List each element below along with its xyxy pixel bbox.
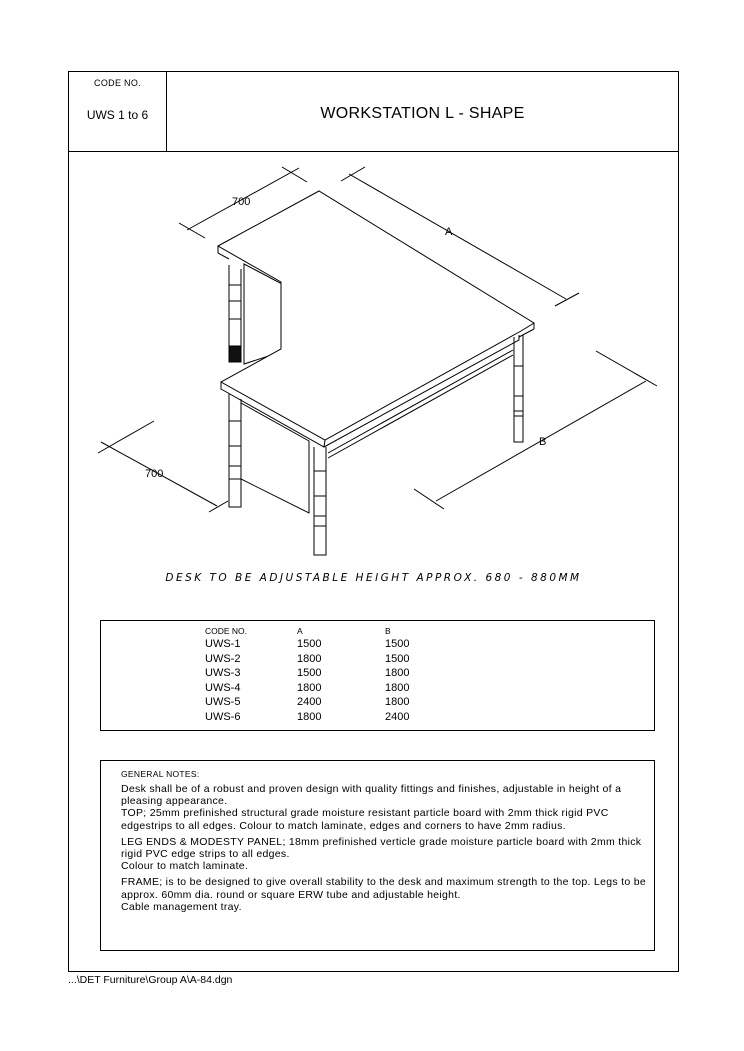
leg-front-right xyxy=(314,447,326,555)
notes-heading: GENERAL NOTES: xyxy=(121,769,200,779)
cell-a: 2400 xyxy=(297,696,322,709)
table-row xyxy=(205,652,445,667)
height-caption: DESK TO BE ADJUSTABLE HEIGHT APPROX. 680 - 880MM xyxy=(165,572,582,584)
code-label: CODE NO. xyxy=(94,78,141,88)
cell-code: UWS-4 xyxy=(205,681,241,694)
cell-a: 1500 xyxy=(297,667,322,680)
cell-b: 2400 xyxy=(385,710,410,723)
cell-b: 1500 xyxy=(385,638,410,651)
cell-a: 1800 xyxy=(297,652,322,665)
code-cell xyxy=(69,72,167,151)
code-value: UWS 1 to 6 xyxy=(86,108,149,122)
cell-b: 1800 xyxy=(385,681,410,694)
table-row xyxy=(205,637,445,652)
table-row xyxy=(205,695,445,710)
col-header-b: B xyxy=(385,626,391,636)
dimension-line-b xyxy=(414,351,657,509)
cell-a: 1500 xyxy=(297,638,322,651)
cell-b: 1500 xyxy=(385,652,410,665)
cell-code: UWS-5 xyxy=(205,696,241,709)
size-table-box xyxy=(100,620,655,731)
dimension-line-700-left xyxy=(98,421,228,512)
sheet-title: WORKSTATION L - SHAPE xyxy=(320,105,525,122)
leg-front-left xyxy=(229,394,241,507)
cell-b: 1800 xyxy=(385,696,410,709)
dim-label-700-left: 700 xyxy=(145,468,164,480)
title-block xyxy=(69,72,678,152)
drawing-sheet xyxy=(68,71,679,972)
table-header-row xyxy=(205,625,445,637)
table-row xyxy=(205,710,445,725)
workstation-drawing xyxy=(69,152,677,572)
table-row xyxy=(205,681,445,696)
table-row xyxy=(205,666,445,681)
size-table xyxy=(205,625,445,724)
leg-back-right xyxy=(514,335,523,442)
cell-code: UWS-2 xyxy=(205,652,241,665)
cell-code: UWS-6 xyxy=(205,710,241,723)
col-header-a: A xyxy=(297,626,303,636)
dim-label-b: B xyxy=(539,436,547,448)
col-header-code: CODE NO. xyxy=(205,626,248,636)
cell-b: 1800 xyxy=(385,667,410,680)
general-notes-box xyxy=(100,760,655,951)
note-paragraph: LEG ENDS & MODESTY PANEL; 18mm prefinished verticle grade moisture particle board with 2mm thick rigid PVC edge strips to all edges. Colour to match laminate. xyxy=(121,835,642,873)
dim-label-a: A xyxy=(445,226,453,238)
file-path: ...\DET Furniture\Group A\A-84.dgn xyxy=(68,974,233,986)
note-paragraph: Desk shall be of a robust and proven design with quality fittings and finishes, adjustable in height of a pleasing appearance. TOP; 25mm prefinished structural grade moisture resistant particle board with 2mm thick rigid PVC edgestrips to all edges. Colour to match laminate, edges and corners to have 2mm radius. xyxy=(121,783,622,832)
cell-a: 1800 xyxy=(297,681,322,694)
cell-a: 1800 xyxy=(297,710,322,723)
cell-code: UWS-3 xyxy=(205,667,241,680)
dim-label-700-top: 700 xyxy=(232,196,251,208)
cell-code: UWS-1 xyxy=(205,638,241,651)
notes-body xyxy=(121,783,651,913)
leg-back-left xyxy=(229,265,241,362)
note-paragraph: FRAME; is to be designed to give overall stability to the desk and maximum strength to the top. Legs to be approx. 60mm dia. round or square ERW tube and adjustable height. Cable management tray. xyxy=(121,876,646,913)
